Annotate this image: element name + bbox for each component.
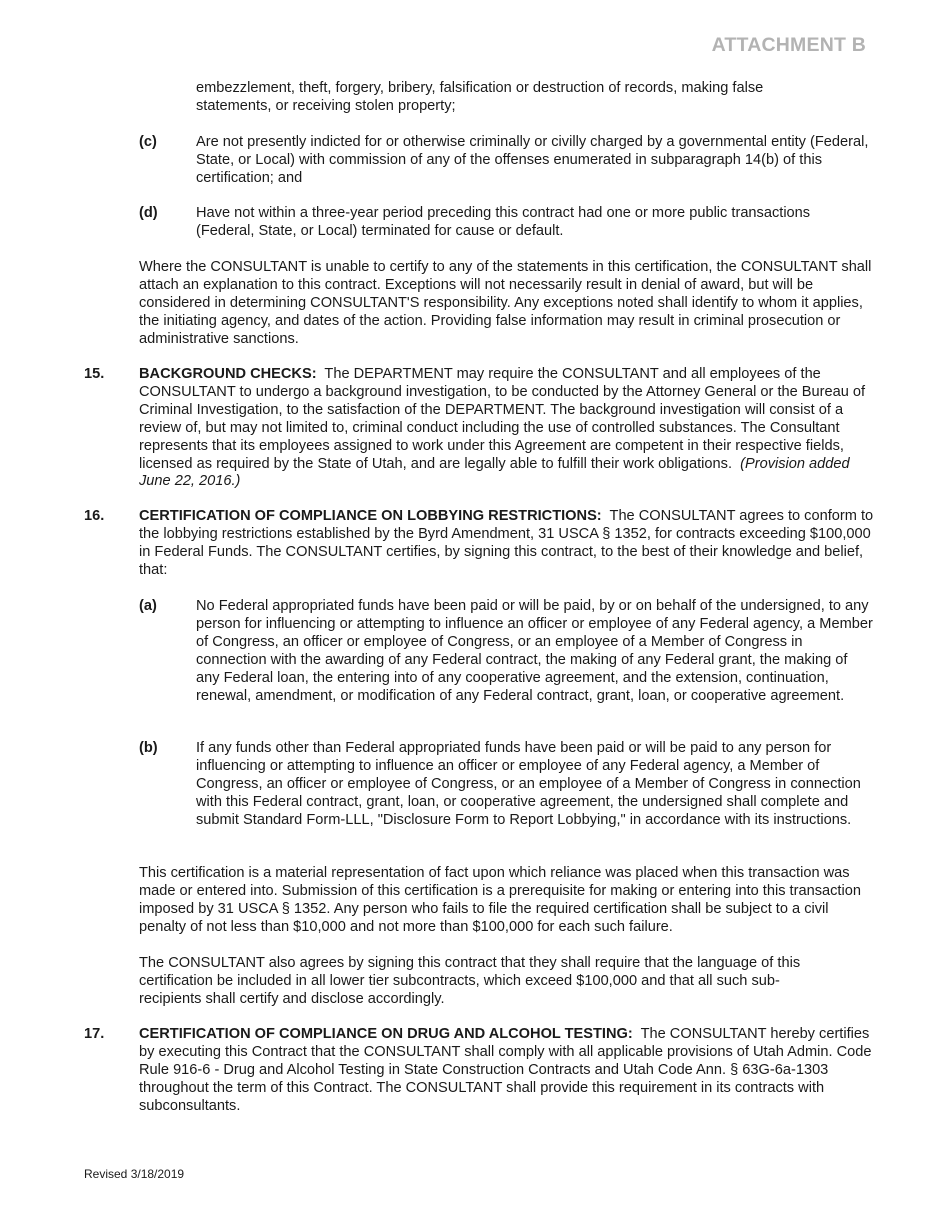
section15-body xyxy=(139,366,874,491)
section15-text: The DEPARTMENT may require the CONSULTANT and all employees of the CONSULTANT to undergo a background investigation, to be conducted by the Attorney General or the Bureau of Criminal Investigation, to the satisfaction of the DEPARTMENT. The background investigation will consist of a review of, but may not limited to, criminal conduct including the use of controlled substances. The Consultant represents that its employees assigned to work under this Agreement are competent in their respective fields, licensed as required by the State of Utah, and are legally able to fulfill their work obligations. xyxy=(139,366,866,472)
section17-body xyxy=(139,1026,874,1116)
attachment-label: ATTACHMENT B xyxy=(711,34,866,56)
section15-number: 15. xyxy=(84,366,105,382)
section17-text: The CONSULTANT hereby certifies by executing this Contract that the CONSULTANT shall comply with all applicable provisions of Utah Admin. Code Rule 916-6 - Drug and Alcohol Testing in State Construction Contracts and Utah Code Ann. § 63G-6a-1303 throughout the term of this Contract. The CONSULTANT shall provide this requirement in its contracts with subconsultants. xyxy=(139,1026,872,1114)
section15-heading: BACKGROUND CHECKS: xyxy=(139,366,317,382)
item-c-label: (c) xyxy=(139,134,157,150)
item-c-text: Are not presently indicted for or otherwise criminally or civilly charged by a governmental entity (Federal, State, or Local) with commission of any of the offenses enumerated in subparagraph 14(b) of this certification; and xyxy=(196,134,869,186)
item-a-text: No Federal appropriated funds have been paid or will be paid, by or on behalf of the undersigned, to any person for influencing or attempting to influence an officer or employee of any Federal agency, a Member of Congress, an officer or employee of Congress, or an employee of a Member of Congress in connection with the awarding of any Federal contract, the making of any Federal grant, the making of any Federal loan, the entering into of any cooperative agreement, and the extension, continuation, renewal, amendment, or modification of any Federal contract, grant, loan, or cooperative agreement. xyxy=(196,598,873,704)
section14-continuation: embezzlement, theft, forgery, bribery, falsification or destruction of records, making false statements, or receiving stolen property; xyxy=(196,80,764,114)
section16-para1: This certification is a material representation of fact upon which reliance was placed when this transaction was made or entered into. Submission of this certification is a prerequisite for making or entering into this transaction imposed by 31 USCA § 1352. Any person who fails to file the required certification shall be subject to a civil penalty of not less than $10,000 and not more than $100,000 for each such failure. xyxy=(139,865,861,935)
section16-para2: The CONSULTANT also agrees by signing this contract that they shall require that the language of this certification be included in all lower tier subcontracts, which exceed $100,000 and that all such sub-recipients shall certify and disclose accordingly. xyxy=(139,955,801,1007)
item-b-label: (b) xyxy=(139,740,158,756)
section14-closing: Where the CONSULTANT is unable to certify to any of the statements in this certification, the CONSULTANT shall attach an explanation to this contract. Exceptions will not necessarily result in denial of award, but will be considered in determining CONSULTANT'S responsibility. Any exceptions noted shall identify to whom it applies, the initiating agency, and dates of the action. Providing false information may result in criminal prosecution or administrative sanctions. xyxy=(139,259,872,347)
section16-body xyxy=(139,508,874,580)
item-d-label: (d) xyxy=(139,205,158,221)
section17-number: 17. xyxy=(84,1026,105,1042)
section17-heading: CERTIFICATION OF COMPLIANCE ON DRUG AND ALCOHOL TESTING: xyxy=(139,1026,633,1042)
item-b-text: If any funds other than Federal appropriated funds have been paid or will be paid to any person for influencing or attempting to influence an officer or employee of any Federal agency, a Member of Congress, an officer or employee of Congress, or an employee of a Member of Congress in connection with this Federal contract, grant, loan, or cooperative agreement, the undersigned shall complete and submit Standard Form-LLL, "Disclosure Form to Report Lobbying," in accordance with its instructions. xyxy=(196,740,861,828)
section16-heading: CERTIFICATION OF COMPLIANCE ON LOBBYING RESTRICTIONS: xyxy=(139,508,602,524)
revised-date: Revised 3/18/2019 xyxy=(84,1167,185,1181)
item-a-label: (a) xyxy=(139,598,157,614)
section16-text: The CONSULTANT agrees to conform to the lobbying restrictions established by the Byrd Amendment, 31 USCA § 1352, for contracts exceeding $100,000 in Federal Funds. The CONSULTANT certifies, by signing this contract, to the best of their knowledge and belief, that: xyxy=(139,508,874,578)
section16-number: 16. xyxy=(84,508,105,524)
item-d-text: Have not within a three-year period preceding this contract had one or more public transactions (Federal, State, or Local) terminated for cause or default. xyxy=(196,205,811,239)
section15-note: (Provision added June 22, 2016.) xyxy=(139,455,850,490)
